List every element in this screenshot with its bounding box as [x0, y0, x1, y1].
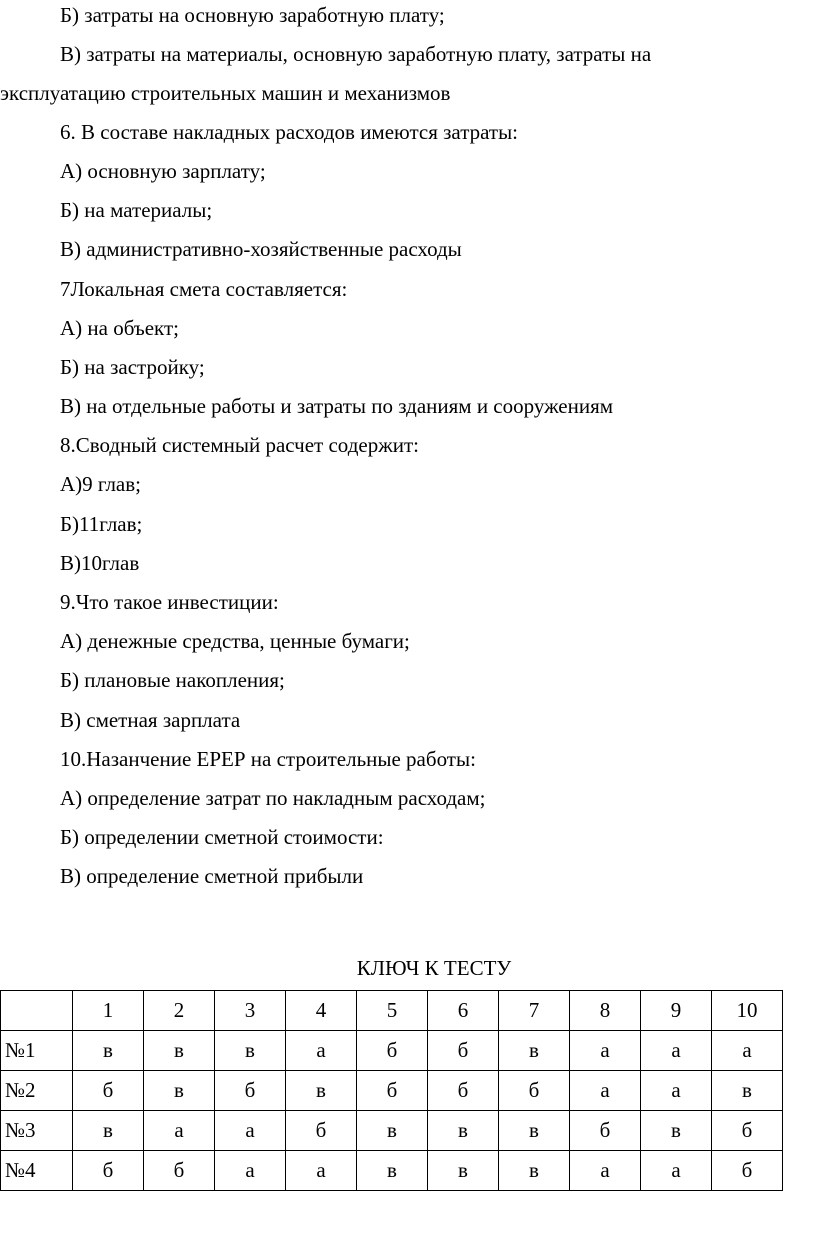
column-header: 9: [641, 991, 712, 1031]
question-6: 6. В составе накладных расходов имеются затраты:: [60, 120, 519, 144]
question-8: 8.Сводный системный расчет содержит:: [60, 433, 419, 457]
answer-option: Б) на материалы;: [60, 198, 213, 222]
table-cell: а: [641, 1071, 712, 1111]
table-cell: б: [215, 1071, 286, 1111]
table-cell: б: [357, 1071, 428, 1111]
table-cell: в: [357, 1111, 428, 1151]
table-cell: а: [641, 1031, 712, 1071]
answer-key-table: [0, 990, 783, 1191]
column-header: 8: [570, 991, 641, 1031]
table-cell: в: [499, 1151, 570, 1191]
table-cell: б: [712, 1111, 783, 1151]
table-row: [1, 1031, 783, 1071]
table-cell: в: [144, 1031, 215, 1071]
column-header: 7: [499, 991, 570, 1031]
answer-option: В) определение сметной прибыли: [60, 864, 364, 888]
column-header: 10: [712, 991, 783, 1031]
table-cell: а: [570, 1071, 641, 1111]
answer-option: Б) на застройку;: [60, 355, 205, 379]
column-header: 4: [286, 991, 357, 1031]
table-cell: а: [570, 1031, 641, 1071]
table-cell: б: [428, 1071, 499, 1111]
table-cell: б: [499, 1071, 570, 1111]
row-header: №1: [1, 1031, 73, 1071]
answer-option: Б) затраты на основную заработную плату;: [60, 3, 445, 27]
table-cell: б: [286, 1111, 357, 1151]
row-header: №3: [1, 1111, 73, 1151]
answer-option: А)9 глав;: [60, 472, 142, 496]
answer-option: В) затраты на материалы, основную заработную плату, затраты на: [60, 42, 652, 66]
table-cell: б: [144, 1151, 215, 1191]
table-cell: а: [144, 1111, 215, 1151]
question-10: 10.Назанчение ЕРЕР на строительные работы:: [60, 747, 476, 771]
table-cell: в: [428, 1151, 499, 1191]
answer-option: А) на объект;: [60, 316, 179, 340]
column-header: 6: [428, 991, 499, 1031]
answer-option: А) определение затрат по накладным расходам;: [60, 786, 486, 810]
table-cell: а: [286, 1151, 357, 1191]
question-7: 7Локальная смета составляется:: [60, 277, 348, 301]
table-cell: в: [712, 1071, 783, 1111]
answer-option: А) основную зарплату;: [60, 159, 266, 183]
table-cell: в: [144, 1071, 215, 1111]
answer-key-title: КЛЮЧ К ТЕСТУ: [356, 956, 512, 980]
table-cell: а: [712, 1031, 783, 1071]
answer-option: А) денежные средства, ценные бумаги;: [60, 629, 410, 653]
question-9: 9.Что такое инвестиции:: [60, 590, 279, 614]
answer-option: Б)11глав;: [60, 512, 143, 536]
table-cell: а: [286, 1031, 357, 1071]
table-row: [1, 1071, 783, 1111]
table-cell: б: [712, 1151, 783, 1191]
column-header: 5: [357, 991, 428, 1031]
table-cell: б: [570, 1111, 641, 1151]
table-cell: в: [641, 1111, 712, 1151]
table-row: [1, 1111, 783, 1151]
row-header: №2: [1, 1071, 73, 1111]
answer-option: В) сметная зарплата: [60, 708, 241, 732]
table-cell: в: [499, 1031, 570, 1071]
table-cell: в: [215, 1031, 286, 1071]
table-cell: в: [428, 1111, 499, 1151]
table-cell: в: [73, 1031, 144, 1071]
column-header: 3: [215, 991, 286, 1031]
table-cell: а: [641, 1151, 712, 1191]
table-cell: а: [215, 1151, 286, 1191]
answer-option: В) административно-хозяйственные расходы: [60, 237, 462, 261]
table-cell: а: [570, 1151, 641, 1191]
table-cell: б: [357, 1031, 428, 1071]
table-header-row: [1, 991, 783, 1031]
table-cell: в: [357, 1151, 428, 1191]
table-cell: в: [286, 1071, 357, 1111]
table-cell: в: [73, 1111, 144, 1151]
table-cell: в: [499, 1111, 570, 1151]
answer-option: В)10глав: [60, 551, 140, 575]
answer-option: Б) определении сметной стоимости:: [60, 825, 384, 849]
table-cell: [1, 991, 73, 1031]
column-header: 2: [144, 991, 215, 1031]
answer-option-continuation: эксплуатацию строительных машин и механизмов: [0, 81, 451, 105]
column-header: 1: [73, 991, 144, 1031]
answer-option: В) на отдельные работы и затраты по зданиям и сооружениям: [60, 394, 614, 418]
table-cell: б: [428, 1031, 499, 1071]
table-cell: а: [215, 1111, 286, 1151]
answer-option: Б) плановые накопления;: [60, 668, 285, 692]
table-cell: б: [73, 1071, 144, 1111]
row-header: №4: [1, 1151, 73, 1191]
table-cell: б: [73, 1151, 144, 1191]
table-row: [1, 1151, 783, 1191]
